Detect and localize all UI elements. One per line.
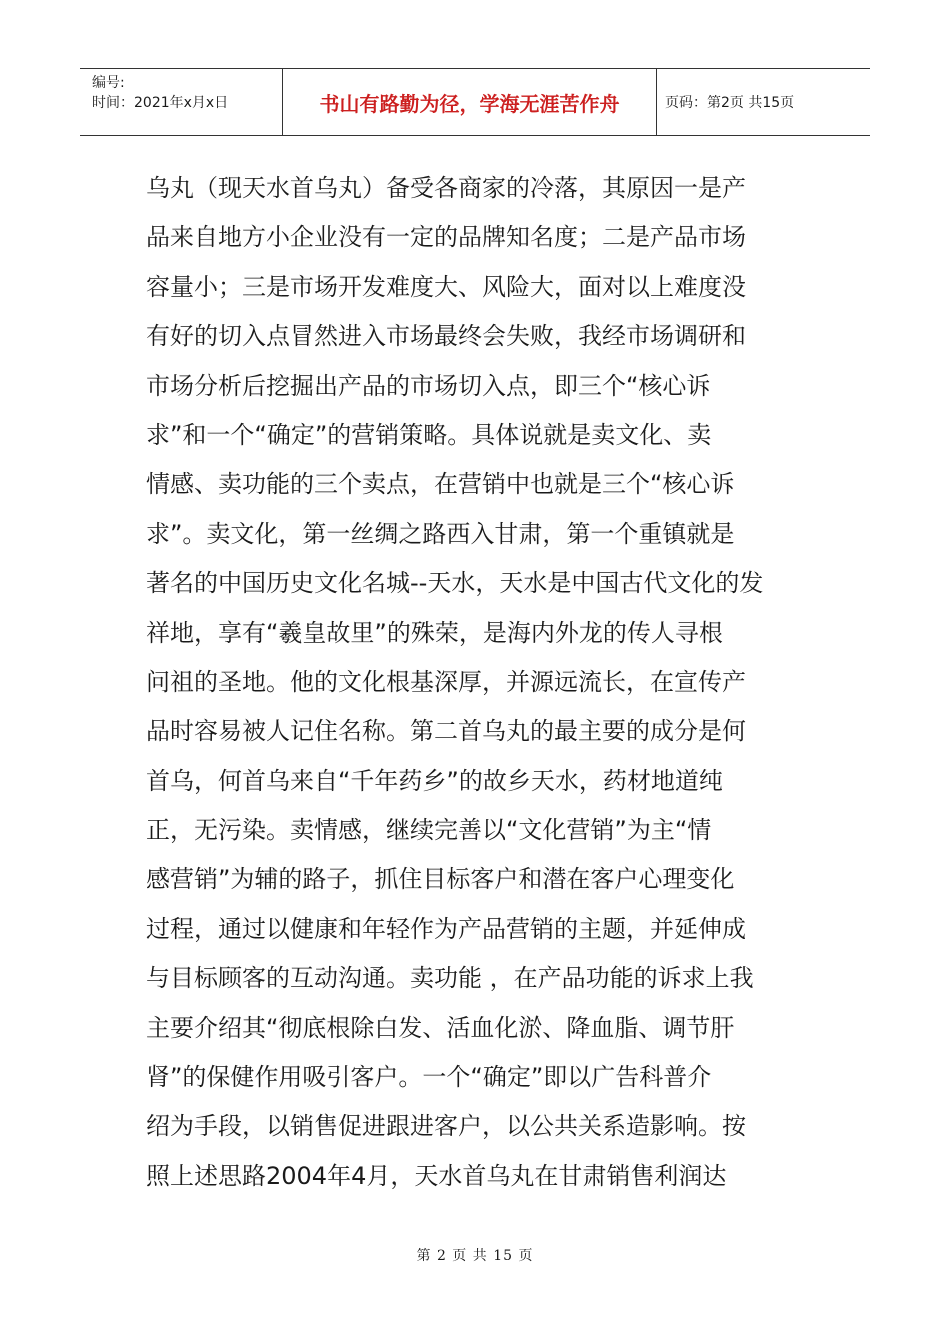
body-line: 照上述思路2004年4月，天水首乌丸在甘肃销售利润达: [146, 1161, 727, 1190]
body-line: 过程，通过以健康和年轻作为产品营销的主题，并延伸成: [146, 914, 746, 943]
header-motto: 书山有路勤为径，学海无涯苦作舟: [319, 91, 620, 116]
page-footer: [0, 1245, 950, 1265]
body-line: 问祖的圣地。他的文化根基深厚，并源远流长，在宣传产: [146, 667, 746, 696]
body-line: 市场分析后挖掘出产品的市场切入点，即三个“核心诉: [146, 371, 711, 400]
page-header: [80, 68, 870, 136]
body-line: 情感、卖功能的三个卖点，在营销中也就是三个“核心诉: [146, 470, 735, 499]
header-page-label: 页码：第2页 共15页: [665, 95, 795, 111]
footer-page-number: 第 2 页 共 15 页: [416, 1248, 534, 1264]
body-line: 著名的中国历史文化名城--天水，天水是中国古代文化的发: [146, 569, 764, 598]
body-line: 乌丸（现天水首乌丸）备受各商家的冷落，其原因一是产: [146, 174, 746, 202]
body-line: 与目标顾客的互动沟通。卖功能 ，在产品功能的诉求上我: [146, 964, 754, 993]
body-line: 品来自地方小企业没有一定的品牌知名度；二是产品市场: [146, 223, 746, 252]
body-line: 容量小；三是市场开发难度大、风险大，面对以上难度没: [146, 272, 746, 301]
body-line: 求”和一个“确定”的营销策略。具体说就是卖文化、卖: [146, 420, 712, 449]
body-line: 有好的切入点冒然进入市场最终会失败，我经市场调研和: [146, 322, 746, 351]
body-line: 绍为手段，以销售促进跟进客户，以公共关系造影响。按: [146, 1112, 746, 1141]
header-info-cell: [80, 69, 283, 135]
body-line: 主要介绍其“彻底根除白发、活血化淤、降血脂、调节肝: [146, 1013, 735, 1042]
body-line: 正，无污染。卖情感，继续完善以“文化营销”为主“情: [146, 816, 712, 845]
body-line: 品时容易被人记住名称。第二首乌丸的最主要的成分是何: [146, 717, 746, 746]
body-line: 首乌，何首乌来自“千年药乡”的故乡天水，药材地道纯: [146, 766, 723, 795]
document-time-label: 时间：2021年x月x日: [92, 95, 229, 111]
body-line: 肾”的保健作用吸引客户。一个“确定”即以广告科普介: [146, 1063, 712, 1092]
header-page-cell: [657, 69, 870, 135]
body-text: [146, 164, 810, 1201]
body-line: 感营销”为辅的路子，抓住目标客户和潜在客户心理变化: [146, 865, 735, 894]
document-number-label: 编号:: [92, 75, 125, 91]
body-line: 祥地，享有“羲皇故里”的殊荣，是海内外龙的传人寻根: [146, 618, 723, 647]
header-motto-cell: [283, 69, 657, 135]
body-line: 求”。卖文化，第一丝绸之路西入甘肃，第一个重镇就是: [146, 519, 735, 548]
